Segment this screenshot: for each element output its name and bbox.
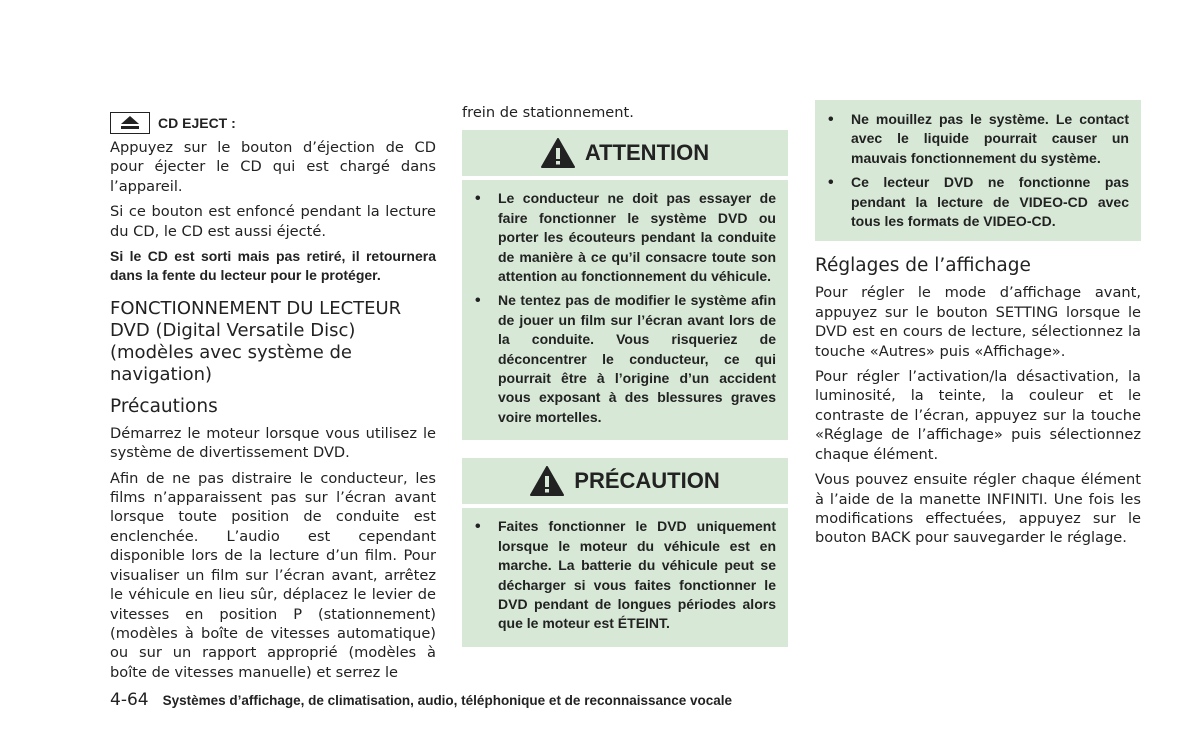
paragraph: Vous pouvez ensuite régler chaque élément à l’aide de la manette INFINITI. Une fois les modifications effectuées, appuyez sur le bouton BACK pour sauvegarder le réglage.	[815, 471, 1141, 547]
paragraph: Démarrez le moteur lorsque vous utilisez le système de divertissement DVD.	[110, 424, 436, 462]
caution-continuation-box	[815, 100, 1141, 241]
list-item: • Ce lecteur DVD ne fonctionne pas pendant la lecture de VIDEO-CD avec tous les formats de VIDEO-CD.	[825, 173, 1129, 231]
paragraph: Appuyez sur le bouton d’éjection de CD pour éjecter le CD qui est chargé dans l’appareil.	[110, 139, 436, 195]
section-heading: FONCTIONNEMENT DU LECTEUR DVD (Digital Versatile Disc) (modèles avec système de navigation)	[110, 297, 402, 385]
precaution-header	[462, 458, 788, 504]
attention-header	[462, 130, 788, 176]
list-item: • Ne tentez pas de modifier le système afin de jouer un film sur l’écran avant lors de la conduite. Vous risqueriez de déconcentrer le conducteur, ce qui pourrait être à l’origine d’un accident vous exposant à des blessures graves voire mortelles.	[472, 291, 776, 427]
warning-icon	[530, 466, 564, 496]
list-item: • Ne mouillez pas le système. Le contact avec le liquide pourrait causer un mauvais fonctionnement du système.	[825, 110, 1129, 168]
column-right	[815, 100, 1141, 554]
eject-icon	[121, 116, 139, 130]
list-item: • Le conducteur ne doit pas essayer de faire fonctionner le système DVD ou porter les écouteurs pendant la conduite de manière à ce qu’il consacre toute son attention au fonctionnement du véhicule.	[472, 189, 776, 286]
paragraph-bold: Si le CD est sorti mais pas retiré, il retournera dans la fente du lecteur pour le protéger.	[110, 248, 436, 284]
eject-button-icon	[110, 112, 150, 134]
column-left	[110, 112, 436, 688]
precaution-box	[462, 458, 788, 646]
eject-label: CD EJECT :	[158, 115, 236, 131]
attention-title: ATTENTION	[584, 140, 710, 166]
subheading-precautions: Précautions	[110, 395, 218, 417]
page-footer	[110, 690, 1110, 710]
paragraph-continuation: frein de stationnement.	[462, 104, 634, 121]
paragraph: Pour régler l’activation/la désactivation, la luminosité, la teinte, la couleur et le contraste de l’écran, appuyez sur la touche «Réglage de l’affichage» puis sélectionnez chaque élément.	[815, 368, 1141, 463]
attention-box	[462, 130, 788, 440]
precaution-title: PRÉCAUTION	[574, 468, 720, 494]
eject-row	[110, 112, 436, 134]
paragraph: Pour régler le mode d’affichage avant, appuyez sur le bouton SETTING lorsque le DVD est en cours de lecture, sélectionnez la touche «Autres» puis «Affichage».	[815, 284, 1141, 360]
paragraph: Si ce bouton est enfoncé pendant la lecture du CD, le CD est aussi éjecté.	[110, 203, 436, 240]
chapter-title: Systèmes d’affichage, de climatisation, audio, téléphonique et de reconnaissance vocale	[162, 693, 733, 708]
page-number: 4-64	[110, 690, 149, 710]
warning-icon	[541, 138, 575, 168]
paragraph: Afin de ne pas distraire le conducteur, les films n’apparaissent pas sur l’écran avant lorsque toute position de conduite est enclenchée. L’audio est cependant disponible lors de la lecture d’un film. Pour visualiser un film sur l’écran avant, arrêtez le véhicule en lieu sûr, déplacez le levier de vitesses en position P (stationnement) (modèles à boîte de vitesses automatique) ou sur un rapport approprié (modèles à boîte de vitesses manuelle) et serrez le	[110, 469, 436, 681]
column-middle	[462, 103, 788, 647]
list-item: • Faites fonctionner le DVD uniquement lorsque le moteur du véhicule est en marche. La batterie du véhicule peut se décharger si vous faites fonctionner le DVD pendant de longues périodes alors que le moteur est ÉTEINT.	[472, 517, 776, 633]
subheading-display-settings: Réglages de l’affichage	[815, 255, 1031, 277]
